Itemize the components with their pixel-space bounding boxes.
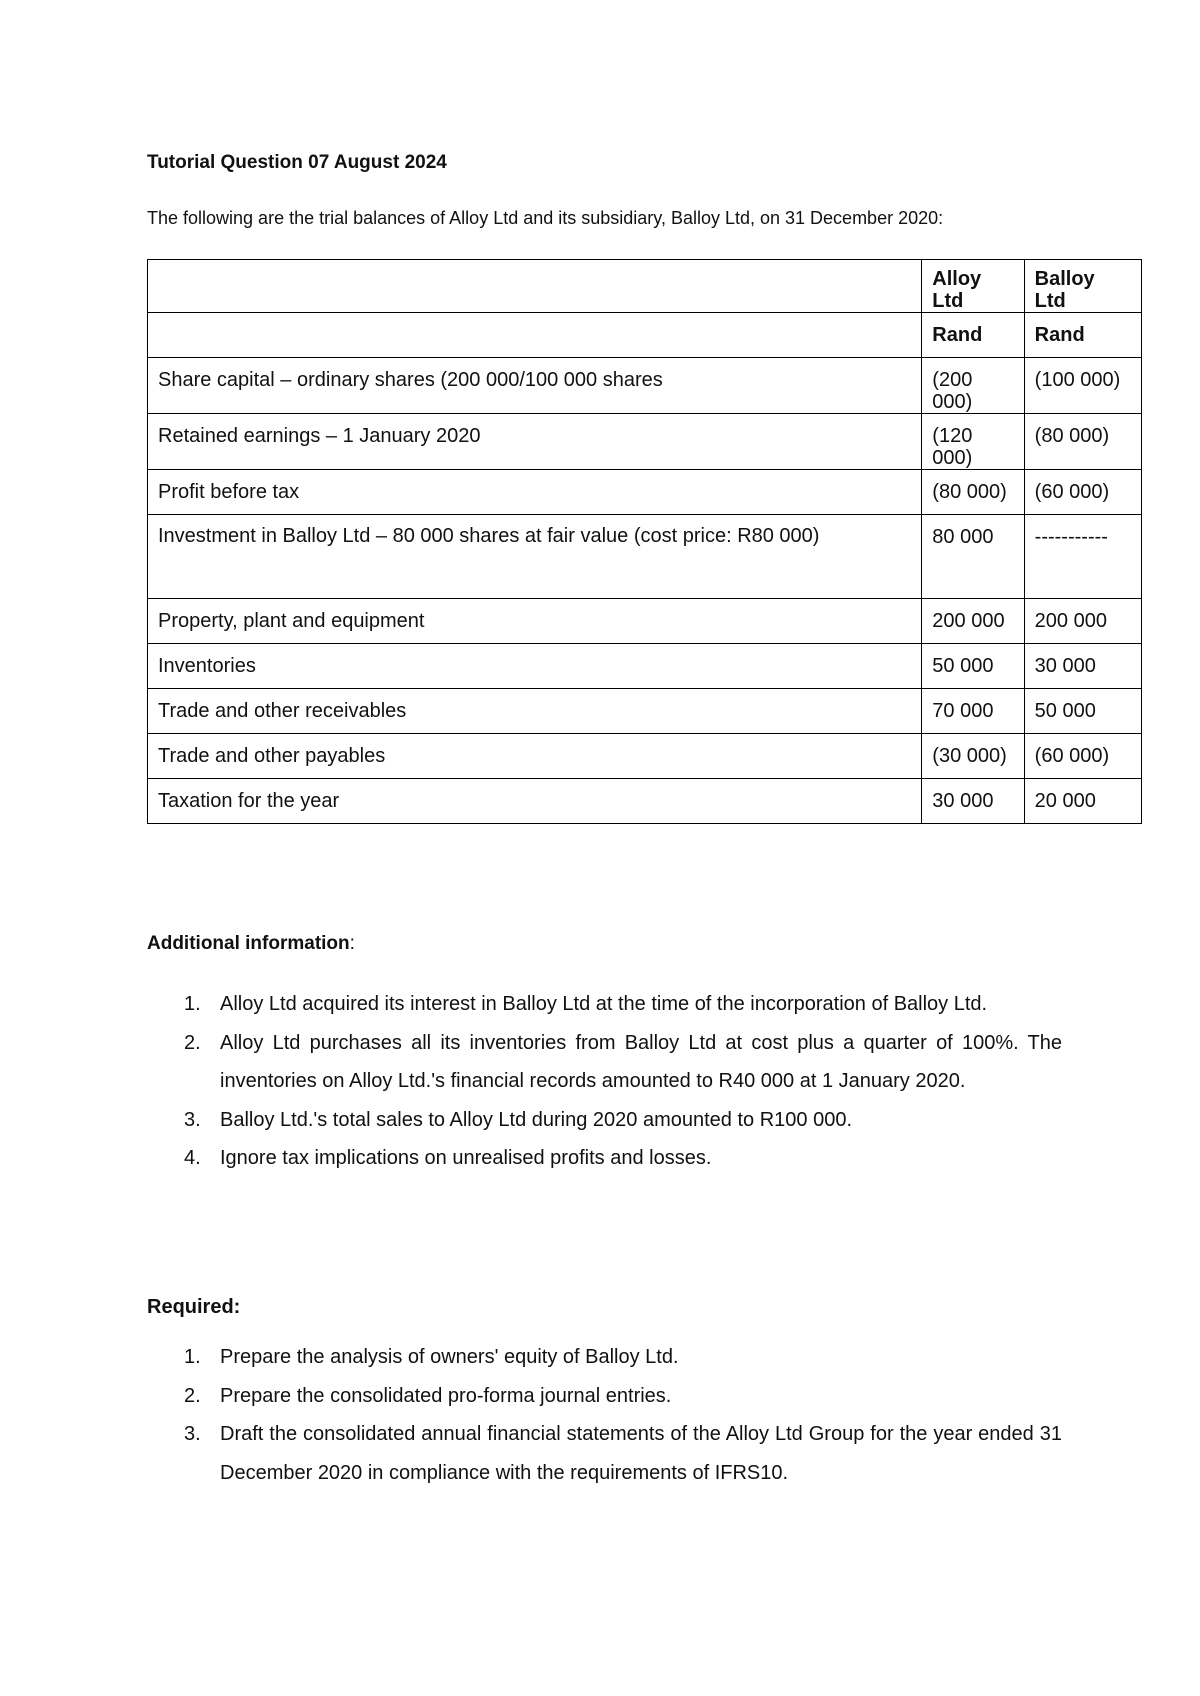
list-item-number: 1. [184, 1346, 201, 1368]
row-label: Inventories [148, 644, 922, 689]
row-balloy-value: 20 000 [1024, 779, 1141, 824]
required-list [147, 1338, 1062, 1492]
additional-information-heading [147, 933, 355, 955]
row-balloy-value: 200 000 [1024, 599, 1141, 644]
list-item-text: Alloy Ltd acquired its interest in Balloy Ltd at the time of the incorporation of Balloy Ltd. [220, 993, 988, 1015]
table-row [148, 470, 1142, 515]
table-row [148, 779, 1142, 824]
row-alloy-value: 70 000 [922, 689, 1024, 734]
row-balloy-value: 30 000 [1024, 644, 1141, 689]
row-balloy-value: ----------- [1024, 515, 1141, 599]
row-balloy-value: (60 000) [1024, 470, 1141, 515]
row-alloy-value: (120 000) [922, 414, 1024, 470]
table-units-row [148, 313, 1142, 358]
units-cell-alloy: Rand [922, 313, 1024, 358]
table-row [148, 734, 1142, 779]
row-label: Profit before tax [148, 470, 922, 515]
list-item-number: 2. [184, 1031, 201, 1054]
list-item-text: Ignore tax implications on unrealised profits and losses. [220, 1147, 712, 1169]
list-item [147, 1415, 1062, 1492]
list-item-text: Prepare the analysis of owners' equity of Balloy Ltd. [220, 1346, 679, 1368]
row-balloy-value: (60 000) [1024, 734, 1141, 779]
additional-heading-text: Additional information [147, 933, 350, 954]
list-item [147, 1338, 1062, 1377]
row-balloy-value: (100 000) [1024, 358, 1141, 414]
row-label: Share capital – ordinary shares (200 000/100 000 shares [148, 358, 922, 414]
header-cell-description [148, 260, 922, 313]
header-cell-alloy: Alloy Ltd [922, 260, 1024, 313]
required-heading: Required: [147, 1296, 241, 1318]
units-cell-description [148, 313, 922, 358]
list-item [147, 1377, 1062, 1416]
table-row [148, 515, 1142, 599]
list-item-text: Alloy Ltd purchases all its inventories from Balloy Ltd at cost plus a quarter of 100%. The inventories on Alloy Ltd.'s financial records amounted to R40 000 at 1 January 2020. [220, 1031, 1062, 1092]
intro-paragraph: The following are the trial balances of Alloy Ltd and its subsidiary, Balloy Ltd, on 31 December 2020: [147, 208, 944, 228]
list-item-text: Draft the consolidated annual financial statements of the Alloy Ltd Group for the year ended 31 December 2020 in compliance with the requirements of IFRS10. [220, 1423, 1062, 1484]
table-row [148, 689, 1142, 734]
row-alloy-value: (80 000) [922, 470, 1024, 515]
list-item [147, 1101, 1062, 1140]
list-item [147, 1139, 1062, 1178]
list-item-number: 2. [184, 1384, 201, 1407]
list-item [147, 1024, 1062, 1101]
additional-heading-colon: : [349, 933, 355, 954]
row-label: Trade and other receivables [148, 689, 922, 734]
row-alloy-value: 200 000 [922, 599, 1024, 644]
list-item-number: 3. [184, 1423, 201, 1445]
list-item-text: Prepare the consolidated pro-forma journal entries. [220, 1384, 672, 1407]
row-label: Property, plant and equipment [148, 599, 922, 644]
row-balloy-value: (80 000) [1024, 414, 1141, 470]
row-alloy-value: (200 000) [922, 358, 1024, 414]
row-alloy-value: (30 000) [922, 734, 1024, 779]
table-row [148, 599, 1142, 644]
list-item [147, 985, 1062, 1024]
row-label: Taxation for the year [148, 779, 922, 824]
additional-information-list [147, 985, 1062, 1178]
trial-balance-table [147, 259, 1142, 824]
list-item-text: Balloy Ltd.'s total sales to Alloy Ltd during 2020 amounted to R100 000. [220, 1108, 853, 1131]
table-row [148, 414, 1142, 470]
units-cell-balloy: Rand [1024, 313, 1141, 358]
table-header-row [148, 260, 1142, 313]
table-row [148, 644, 1142, 689]
row-alloy-value: 30 000 [922, 779, 1024, 824]
page-title: Tutorial Question 07 August 2024 [147, 152, 447, 173]
row-alloy-value: 50 000 [922, 644, 1024, 689]
row-label: Trade and other payables [148, 734, 922, 779]
row-balloy-value: 50 000 [1024, 689, 1141, 734]
row-label: Investment in Balloy Ltd – 80 000 shares at fair value (cost price: R80 000) [148, 515, 922, 599]
list-item-number: 1. [184, 993, 201, 1015]
row-alloy-value: 80 000 [922, 515, 1024, 599]
table-row [148, 358, 1142, 414]
list-item-number: 3. [184, 1108, 201, 1131]
list-item-number: 4. [184, 1147, 201, 1169]
header-cell-balloy: Balloy Ltd [1024, 260, 1141, 313]
row-label: Retained earnings – 1 January 2020 [148, 414, 922, 470]
